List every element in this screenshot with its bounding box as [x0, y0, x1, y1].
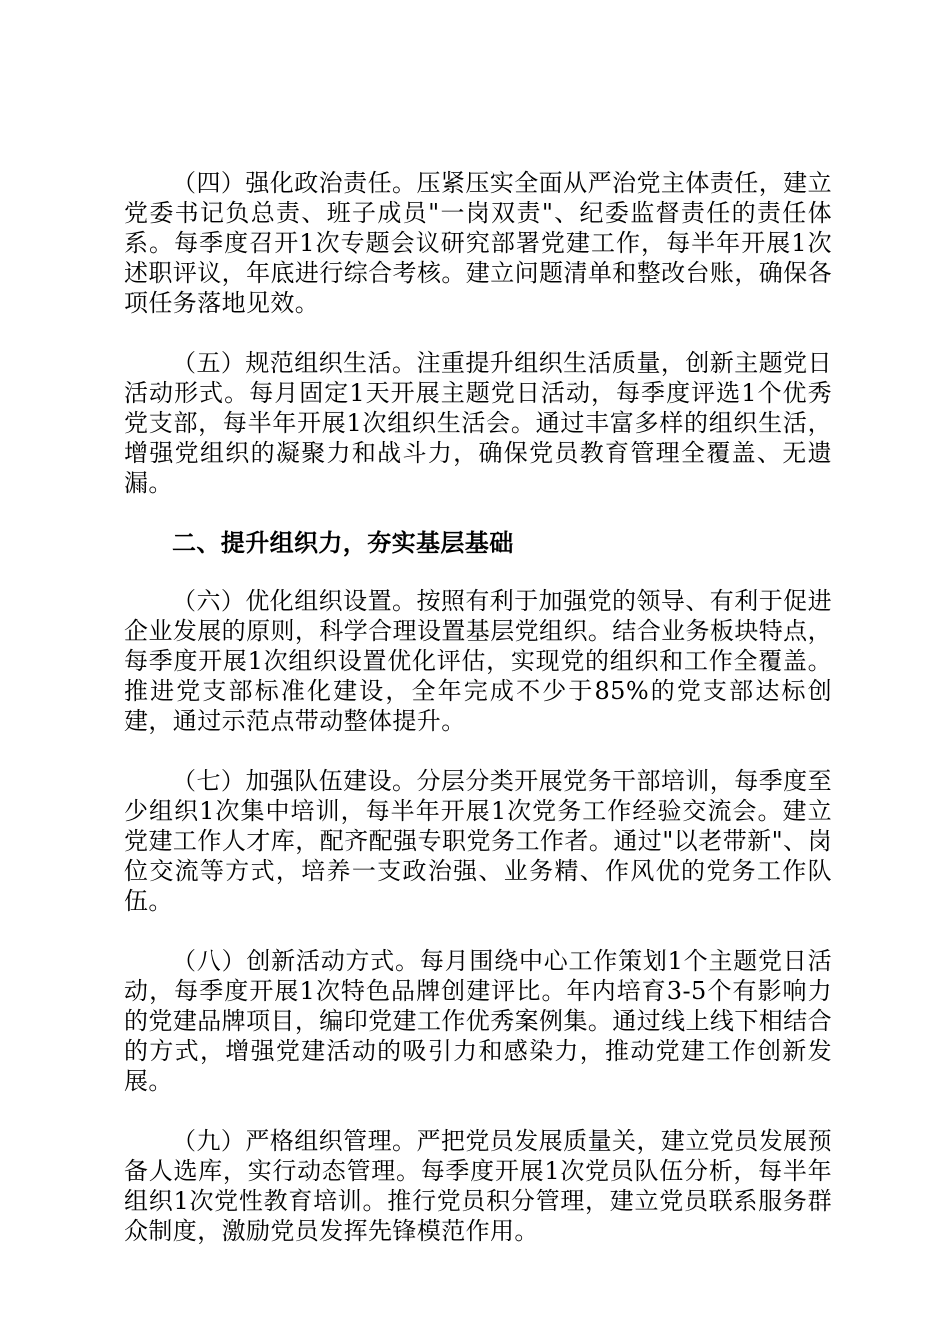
paragraph-optimize-organization-setup: （六）优化组织设置。按照有利于加强党的领导、有利于促进企业发展的原则，科学合理设置基层党组织。结合业务板块特点，每季度开展1次组织设置优化评估，实现党的组织和工作全覆盖。推进党支部标准化建设，全年完成不少于85%的党支部达标创建，通过示范点带动整体提升。	[124, 587, 832, 735]
document-body	[124, 168, 832, 1276]
paragraph-strict-organization-management: （九）严格组织管理。严把党员发展质量关，建立党员发展预备人选库，实行动态管理。每季度开展1次党员队伍分析，每半年组织1次党性教育培训。推行党员积分管理，建立党员联系服务群众制度，激励党员发挥先锋模范作用。	[124, 1127, 832, 1245]
paragraph-innovate-activities: （八）创新活动方式。每月围绕中心工作策划1个主题党日活动，每季度开展1次特色品牌创建评比。年内培育3-5个有影响力的党建品牌项目，编印党建工作优秀案例集。通过线上线下相结合的方式，增强党建活动的吸引力和感染力，推动党建工作创新发展。	[124, 947, 832, 1095]
paragraph-strengthen-political-responsibility: （四）强化政治责任。压紧压实全面从严治党主体责任，建立党委书记负总责、班子成员"一岗双责"、纪委监督责任的责任体系。每季度召开1次专题会议研究部署党建工作，每半年开展1次述职评议，年底进行综合考核。建立问题清单和整改台账，确保各项任务落地见效。	[124, 169, 832, 317]
paragraph-team-building: （七）加强队伍建设。分层分类开展党务干部培训，每季度至少组织1次集中培训，每半年开展1次党务工作经验交流会。建立党建工作人才库，配齐配强专职党务工作者。通过"以老带新"、岗位交流等方式，培养一支政治强、业务精、作风优的党务工作队伍。	[124, 767, 832, 915]
paragraph-standardize-organizational-life: （五）规范组织生活。注重提升组织生活质量，创新主题党日活动形式。每月固定1天开展主题党日活动，每季度评选1个优秀党支部，每半年开展1次组织生活会。通过丰富多样的组织生活，增强党组织的凝聚力和战斗力，确保党员教育管理全覆盖、无遗漏。	[124, 349, 832, 497]
section-heading-organizational-strength: 二、提升组织力，夯实基层基础	[172, 529, 514, 557]
